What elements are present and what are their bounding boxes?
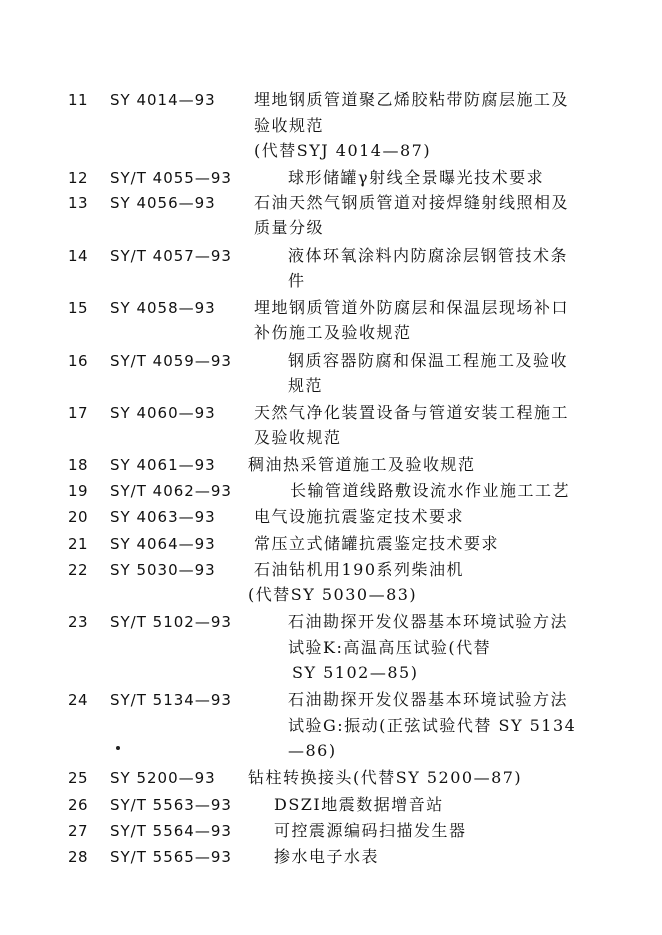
entry-number: 20: [68, 508, 89, 526]
standard-title: 可控震源编码扫描发生器: [274, 821, 467, 840]
standard-code: SY/T 4062—93: [110, 482, 232, 500]
standard-code: SY/T 5564—93: [110, 822, 232, 840]
standard-title: DSZI地震数据增音站: [274, 795, 444, 814]
standard-code: SY/T 4055—93: [110, 169, 232, 187]
standard-title-cont: (代替SYJ 4014—87): [254, 141, 432, 160]
entry-number: 15: [68, 299, 89, 317]
standard-title: 石油天然气钢质管道对接焊缝射线照相及: [254, 193, 570, 212]
standard-title-cont: 件: [288, 271, 306, 290]
standard-title-cont: 补伤施工及验收规范: [254, 323, 412, 342]
standard-title: 钢质容器防腐和保温工程施工及验收: [288, 351, 569, 370]
entry-number: 25: [68, 769, 89, 787]
entry-number: 16: [68, 352, 89, 370]
standard-code: SY 5200—93: [110, 769, 216, 787]
entry-number: 23: [68, 613, 89, 631]
standard-title: 电气设施抗震鉴定技术要求: [254, 507, 465, 526]
standard-title-cont: 规范: [288, 376, 324, 395]
standard-title-cont: 及验收规范: [254, 428, 342, 447]
standard-title: 天然气净化装置设备与管道安装工程施工: [254, 403, 570, 422]
standard-title: 常压立式储罐抗震鉴定技术要求: [254, 534, 500, 553]
standard-title: 钻柱转换接头(代替SY 5200—87): [248, 768, 523, 787]
entry-number: 18: [68, 456, 89, 474]
standard-title-cont: 质量分级: [254, 218, 325, 237]
standard-title: 稠油热采管道施工及验收规范: [248, 455, 476, 474]
standard-title: 长输管道线路敷设流水作业施工工艺: [290, 481, 571, 500]
standard-title: 石油钻机用190系列柴油机: [254, 560, 465, 579]
standard-title-cont: (代替SY 5030—83): [248, 585, 418, 604]
standard-title: 埋地钢质管道聚乙烯胶粘带防腐层施工及: [254, 90, 570, 109]
standard-title-cont: —86): [288, 741, 337, 760]
entry-number: 13: [68, 194, 89, 212]
standard-code: SY 4061—93: [110, 456, 216, 474]
entry-number: 19: [68, 482, 89, 500]
entry-number: 27: [68, 822, 89, 840]
entry-number: 26: [68, 796, 89, 814]
standard-code: SY 4063—93: [110, 508, 216, 526]
entry-number: 21: [68, 535, 89, 553]
standard-code: SY 4014—93: [110, 91, 216, 109]
entry-number: 24: [68, 691, 89, 709]
standard-title: 掺水电子水表: [274, 847, 380, 866]
standard-title: 石油勘探开发仪器基本环境试验方法: [288, 612, 569, 631]
standard-code: SY/T 5102—93: [110, 613, 232, 631]
standard-code: SY 4056—93: [110, 194, 216, 212]
standard-title-cont: 试验K:高温高压试验(代替: [288, 638, 492, 657]
speck-mark: [116, 746, 120, 750]
standard-code: SY 4064—93: [110, 535, 216, 553]
standard-code: SY 5030—93: [110, 561, 216, 579]
standard-title-cont: SY 5102—85): [292, 663, 419, 682]
entry-number: 11: [68, 91, 89, 109]
standard-code: SY/T 5565—93: [110, 848, 232, 866]
standard-title-cont: 试验G:振动(正弦试验代替 SY 5134: [288, 716, 577, 735]
standard-title: 埋地钢质管道外防腐层和保温层现场补口: [254, 298, 570, 317]
standard-title: 液体环氧涂料内防腐涂层钢管技术条: [288, 246, 569, 265]
standard-code: SY/T 5134—93: [110, 691, 232, 709]
standard-title: 石油勘探开发仪器基本环境试验方法: [288, 690, 569, 709]
standard-code: SY/T 4059—93: [110, 352, 232, 370]
standard-code: SY 4058—93: [110, 299, 216, 317]
entry-number: 14: [68, 247, 89, 265]
standard-code: SY/T 5563—93: [110, 796, 232, 814]
standard-title: 球形储罐γ射线全景曝光技术要求: [288, 168, 545, 187]
entry-number: 17: [68, 404, 89, 422]
entry-number: 12: [68, 169, 89, 187]
entry-number: 28: [68, 848, 89, 866]
standard-code: SY/T 4057—93: [110, 247, 232, 265]
entry-number: 22: [68, 561, 89, 579]
standard-title-cont: 验收规范: [254, 116, 325, 135]
standard-code: SY 4060—93: [110, 404, 216, 422]
